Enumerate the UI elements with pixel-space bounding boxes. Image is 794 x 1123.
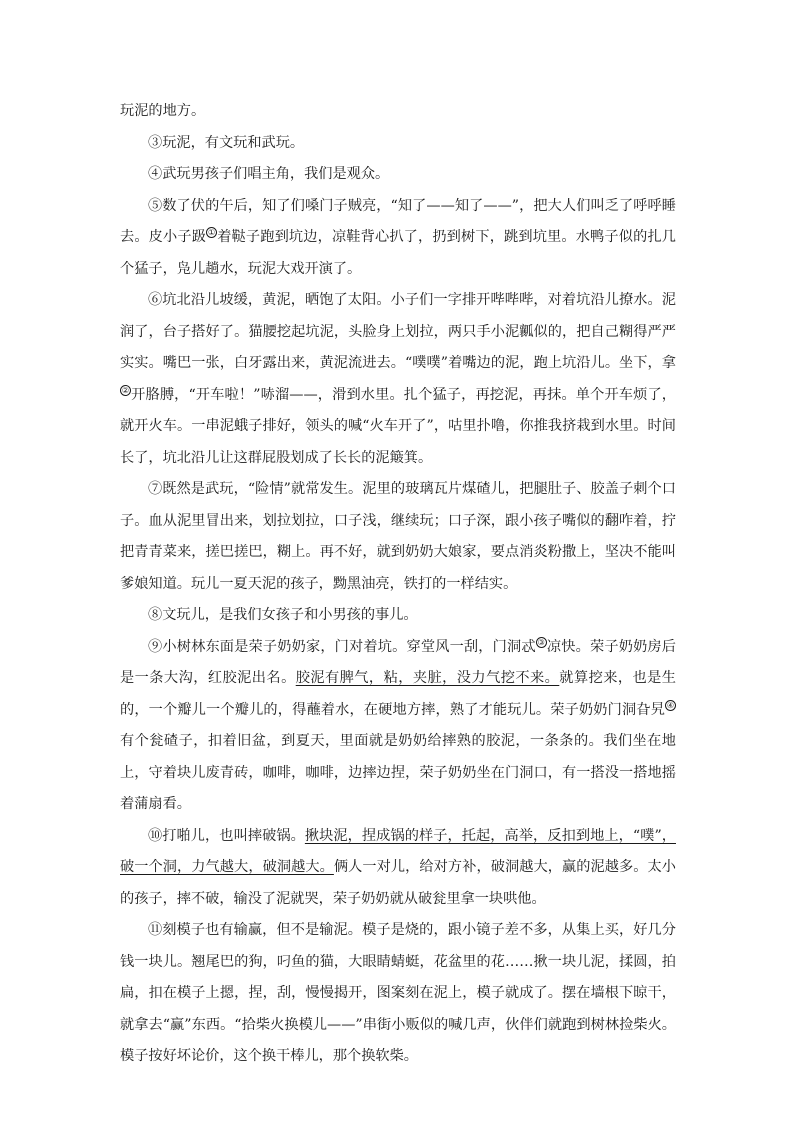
paragraph-text: 就算挖来，也是生的，一个瓣儿一个瓣儿的，得蘸着水，在硬地方摔，熟了才能玩儿。荣子奶奶门洞旮旯 — [120, 670, 676, 718]
underlined-sentence: 揪块泥，捏成锅的样子，托起，高举，反扣到地上，“噗”，破一个洞，力气越大，破洞越大。 — [120, 827, 676, 875]
paragraph-text: ⑧文玩儿，是我们女孩子和小男孩的事儿。 — [148, 607, 418, 623]
paragraph-continuation — [120, 96, 676, 128]
paragraph-text: ⑥坑北沿儿坡缓，黄泥，晒饱了太阳。小子们一字排开哔哔哔，对着坑沿儿撩水。泥润了，台子搭好了。猫腰挖起坑泥，头脸身上划拉，两只手小泥瓤似的，把自己糊得严严实实。嘴巴一张，白牙露出来，黄泥流进去。“噗噗”着嘴边的泥，跑上坑沿儿。坐下，拿 — [120, 292, 676, 371]
paragraph-5 — [120, 191, 676, 286]
document-page — [120, 96, 676, 1073]
paragraph-text: ③玩泥，有文玩和武玩。 — [148, 134, 305, 151]
paragraph-text: ⑩打啪儿，也叫摔破锅。 — [148, 827, 305, 844]
paragraph-3 — [120, 128, 676, 160]
paragraph-text: ⑤数了伏的午后，知了们嗓门子贼亮，“知了——知了——”，把大人们叫乏了呼呼睡去。皮小子趿 — [120, 197, 676, 245]
paragraph-8 — [120, 600, 676, 632]
paragraph-text: 玩泥的地方。 — [120, 103, 206, 119]
footnote-marker: ③ — [537, 637, 545, 647]
paragraph-text: 凉快。荣子奶奶房后是一条大沟，红胶泥出名。 — [120, 638, 676, 686]
paragraph-text: ⑦既然是武玩，“险情”就常发生。泥里的玻璃瓦片煤碴儿，把腿肚子、胶盖子刺个口子。血从泥里冒出来，划拉划拉，口子浅，继续玩；口子深，跟小孩子嘴似的翻咋着，拧把青青菜来，搓巴搓巴，糊上。再不好，就到奶奶大娘家，要点消炎粉撒上，坚决不能叫爹娘知道。玩儿一夏天泥的孩子，黝黑油亮，铁打的一样结实。 — [120, 481, 676, 592]
paragraph-10 — [120, 821, 676, 916]
paragraph-text: ⑪刻模子也有输赢，但不是输泥。模子是烧的，跟小镜子差不多，从集上买，好几分钱一块儿。翘尾巴的狗，叼鱼的猫，大眼睛蜻蜓，花盆里的花……揪一块儿泥，揉圆，拍扁，扣在模子上摁，捏，刮，慢慢揭开，图案刻在泥上，模子就成了。摆在墙根下晾干，就拿去“赢”东西。“拾柴火换模儿——”串街小贩似的喊几声，伙伴们就跑到树林捡柴火。模子按好坏论价，这个换干棒儿，那个换软柴。 — [120, 922, 676, 1064]
paragraph-text: 俩人一对儿，给对方补，破洞越大，赢的泥越多。太小的孩子，摔不破，输没了泥就哭，荣子奶奶就从破瓮里拿一块哄他。 — [120, 859, 676, 907]
paragraph-4 — [120, 159, 676, 191]
footnote-marker: ④ — [666, 700, 675, 710]
paragraph-6 — [120, 285, 676, 474]
paragraph-text: ⑨小树林东面是荣子奶奶家，门对着坑。穿堂风一刮，门洞忒 — [148, 638, 536, 655]
footnote-marker: ② — [121, 385, 130, 395]
underlined-sentence: 胶泥有脾气，粘，夹脏，没力气挖不来。 — [295, 670, 560, 686]
paragraph-7 — [120, 474, 676, 600]
paragraph-text: 着鞑子跑到坑边，凉鞋背心扒了，扔到树下，跳到坑里。水鸭子似的扎几个猛子，凫儿趟水，玩泥大戏开演了。 — [120, 229, 676, 277]
paragraph-text: ④武玩男孩子们唱主角，我们是观众。 — [148, 166, 390, 182]
footnote-marker: ① — [207, 228, 216, 237]
paragraph-11 — [120, 915, 676, 1073]
paragraph-text: 开胳膊，“开车啦！”哧溜——，滑到水里。扎个猛子，再挖泥，再抹。单个开车烦了，就开火车。一串泥蛾子排好，领头的喊“火车开了”，咕里扑噜，你推我挤栽到水里。时间长了，坑北沿儿让这群屁股划成了长长的泥簸箕。 — [120, 386, 676, 466]
paragraph-9 — [120, 632, 676, 821]
paragraph-text: 有个瓮碴子，扣着旧盆，到夏天，里面就是奶奶给摔熟的胶泥，一条条的。我们坐在地上，守着块儿废青砖，咖啡，咖啡，边摔边捏，荣子奶奶坐在门洞口，有一搭没一搭地摇着蒲扇看。 — [120, 733, 676, 812]
